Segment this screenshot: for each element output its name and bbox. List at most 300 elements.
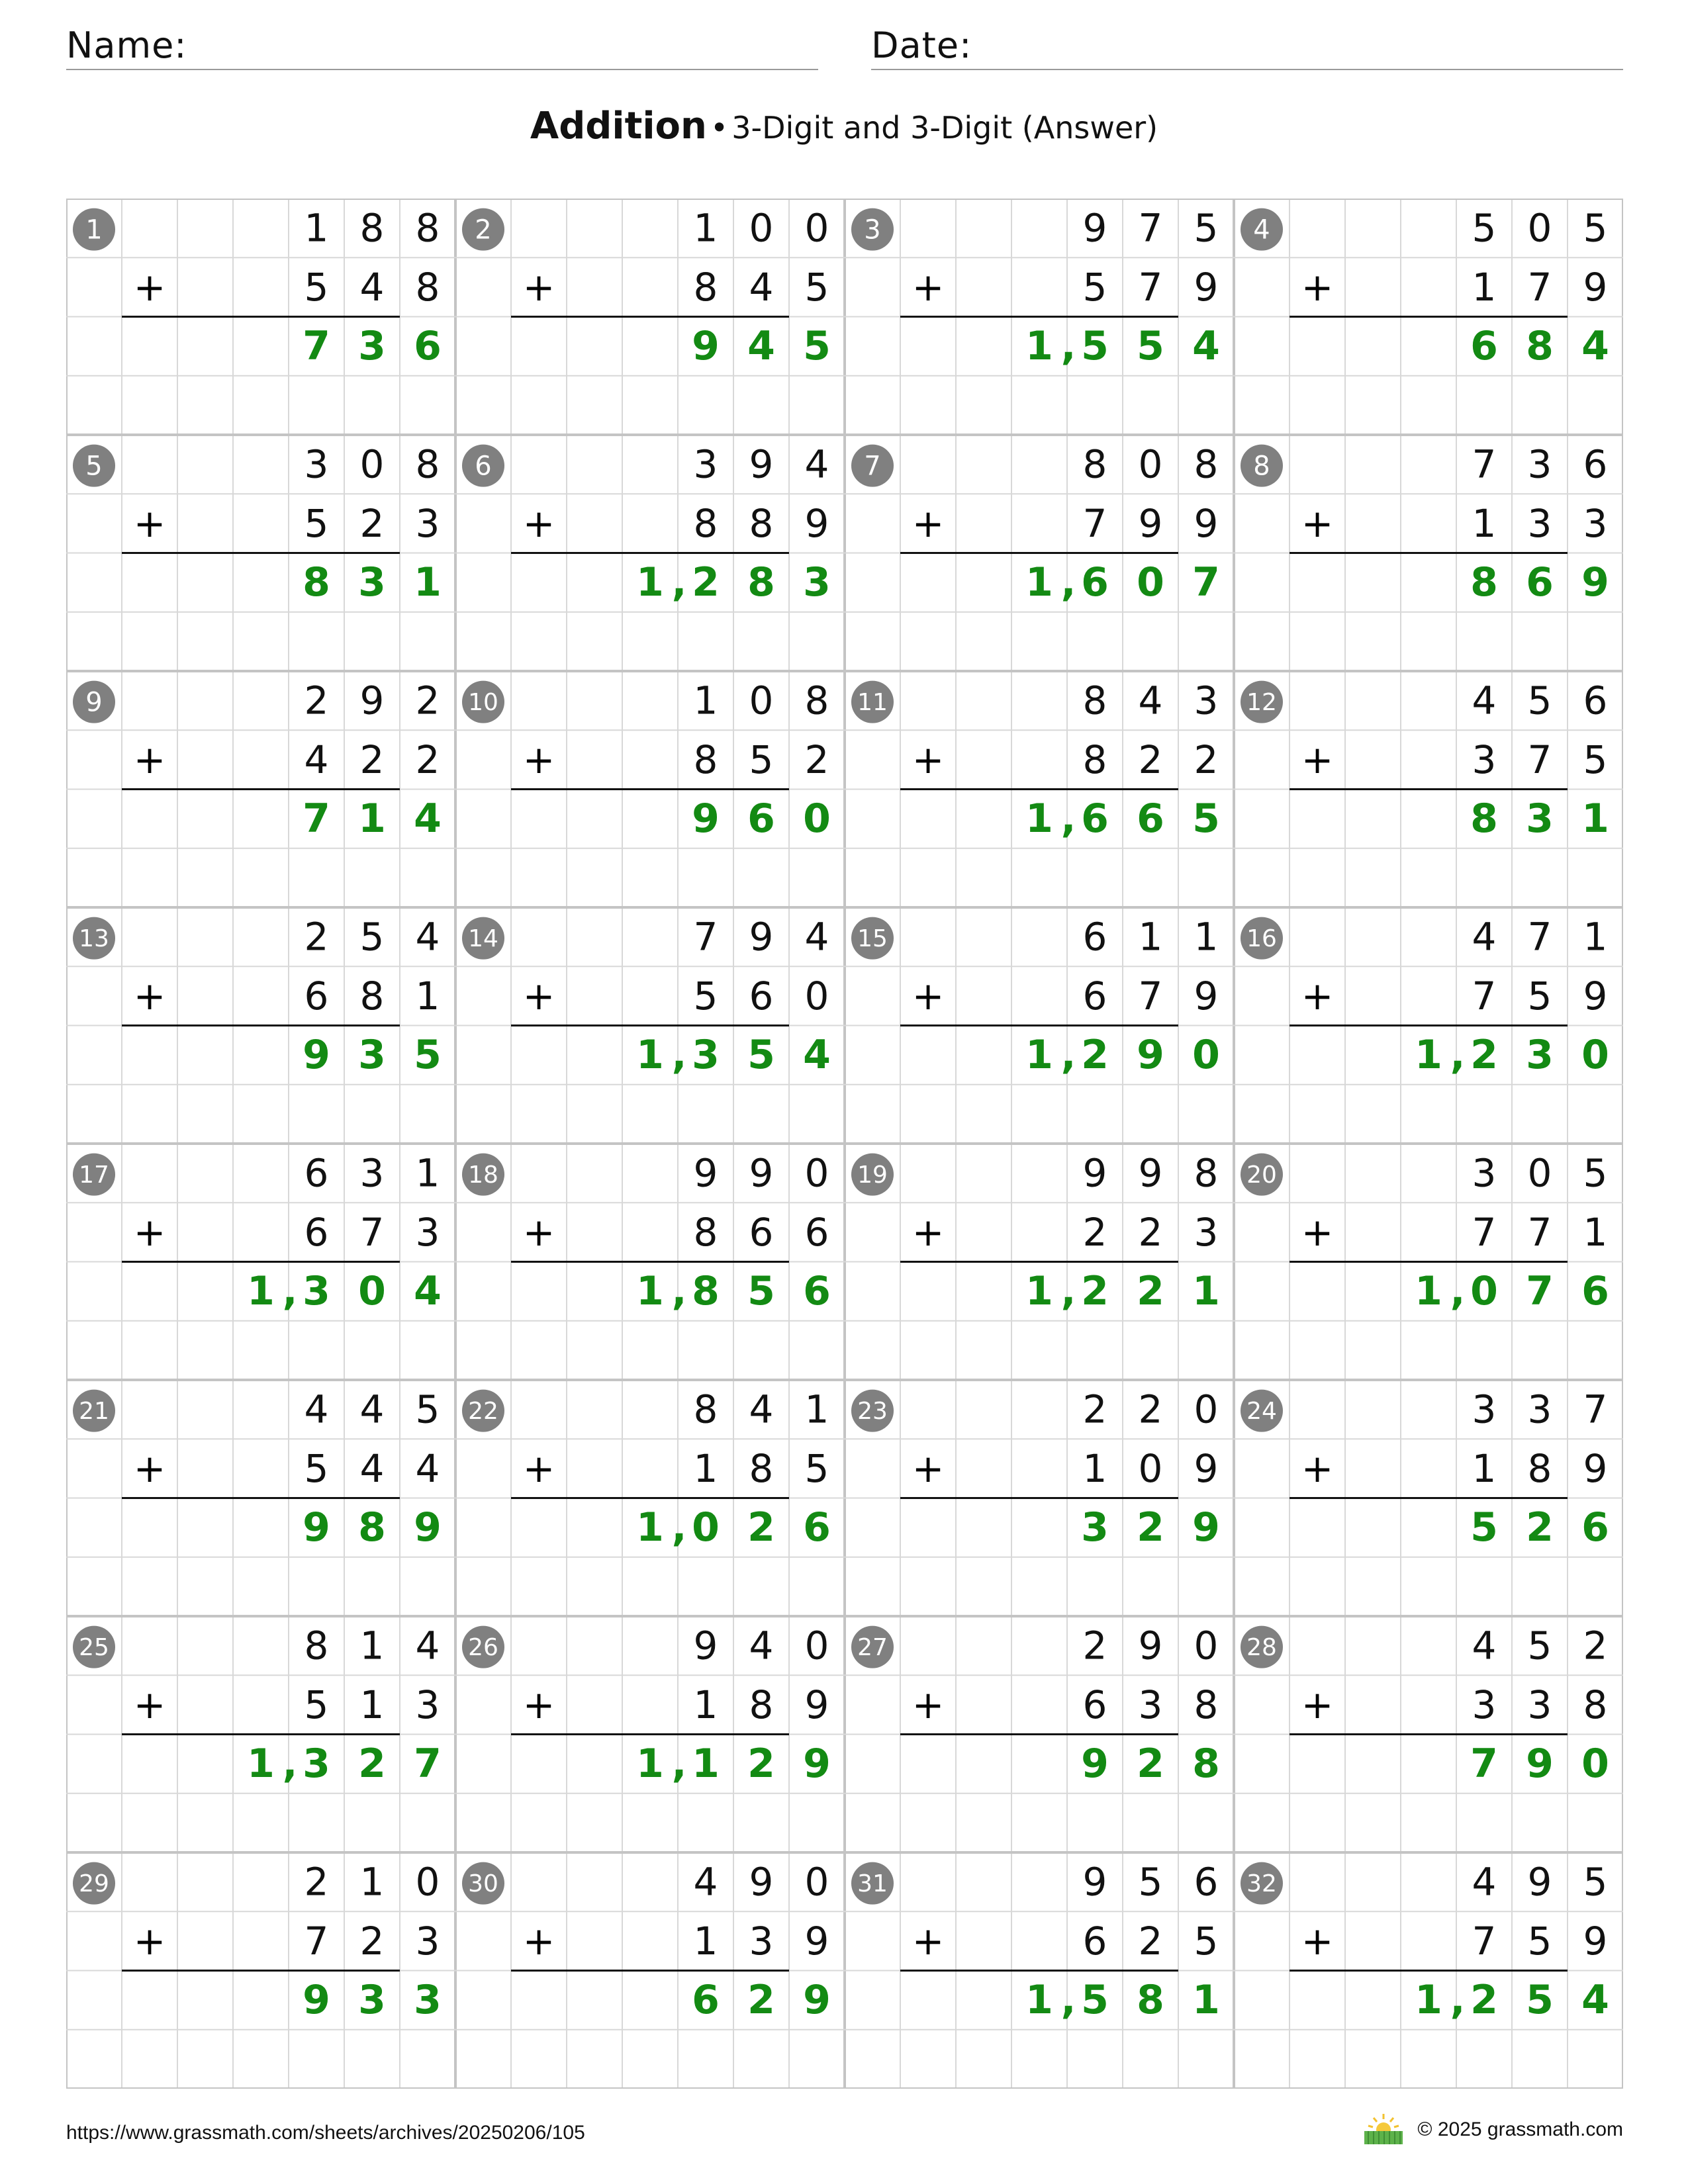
addend-top-digit: 0	[1527, 205, 1552, 251]
answer-digit: 5	[1137, 323, 1164, 370]
addend-bottom-digit: 7	[1138, 973, 1163, 1019]
problem-number: 29	[79, 1870, 109, 1898]
addend-bottom-digit: 1	[1472, 1445, 1497, 1491]
addend-bottom-digit: 6	[304, 1209, 329, 1255]
addend-bottom-digit: 8	[693, 1209, 718, 1255]
addend-top-digit: 3	[1472, 1150, 1497, 1196]
answer-digit: 2	[358, 1741, 386, 1788]
answer-digit: 9	[414, 1504, 442, 1551]
problem-number: 32	[1246, 1870, 1277, 1898]
plus-sign: +	[133, 1445, 166, 1491]
addend-bottom-digit: 6	[749, 1209, 774, 1255]
addend-bottom-digit: 3	[1194, 1209, 1219, 1255]
addend-top-digit: 5	[1194, 205, 1219, 251]
answer-comma: ,	[671, 1741, 687, 1788]
answer-digit: 6	[692, 1977, 720, 2024]
addend-bottom-digit: 8	[1194, 1682, 1219, 1727]
problem-block	[851, 915, 1220, 1079]
answer-digit: 7	[1192, 559, 1220, 606]
answer-digit: 5	[1081, 1977, 1109, 2024]
addend-bottom-digit: 5	[1527, 973, 1552, 1019]
answer-digit: 9	[1581, 559, 1609, 606]
problem-number: 9	[85, 687, 103, 718]
date-field[interactable]	[871, 20, 1623, 70]
answer-digit: 6	[1137, 796, 1164, 842]
addend-bottom-digit: 7	[1472, 973, 1497, 1019]
addend-bottom-digit: 1	[1472, 500, 1497, 546]
answer-digit: 1	[1025, 796, 1053, 842]
plus-sign: +	[133, 1682, 166, 1727]
problem-block	[1241, 1860, 1609, 2024]
plus-sign: +	[1301, 737, 1334, 782]
problem-block	[462, 1860, 831, 2024]
addend-bottom-digit: 6	[1082, 1918, 1107, 1964]
answer-digit: 8	[747, 559, 775, 606]
addend-bottom-digit: 4	[359, 264, 385, 310]
addend-bottom-digit: 4	[359, 1445, 385, 1491]
answer-comma: ,	[671, 1504, 687, 1551]
addend-bottom-digit: 8	[693, 264, 718, 310]
answer-digit: 4	[1581, 323, 1609, 370]
problem-block	[73, 1623, 442, 1788]
answer-digit: 7	[1526, 1268, 1554, 1315]
answer-digit: 4	[1192, 323, 1220, 370]
addend-top-digit: 7	[1472, 441, 1497, 487]
answer-comma: ,	[671, 559, 687, 606]
answer-digit: 3	[1526, 1032, 1554, 1079]
problem-number: 27	[857, 1634, 888, 1662]
addend-top-digit: 9	[1082, 1150, 1107, 1196]
answer-comma: ,	[671, 1032, 687, 1079]
addend-top-digit: 5	[415, 1387, 440, 1432]
addend-bottom-digit: 1	[415, 973, 440, 1019]
title-subtitle: 3-Digit and 3-Digit (Answer)	[731, 110, 1158, 146]
addend-bottom-digit: 5	[804, 264, 829, 310]
answer-digit: 3	[358, 323, 386, 370]
addend-top-digit: 8	[1082, 678, 1107, 723]
addend-top-digit: 6	[1082, 914, 1107, 960]
addend-top-digit: 3	[693, 441, 718, 487]
addend-top-digit: 8	[1194, 1150, 1219, 1196]
problem-block	[462, 678, 831, 842]
plus-sign: +	[1301, 1918, 1334, 1964]
answer-digit: 8	[1137, 1977, 1164, 2024]
answer-digit: 3	[303, 1268, 330, 1315]
answer-digit: 1	[414, 559, 442, 606]
addend-bottom-digit: 1	[693, 1682, 718, 1727]
plus-sign: +	[912, 1445, 945, 1491]
answer-digit: 8	[1470, 559, 1498, 606]
addend-bottom-digit: 3	[749, 1918, 774, 1964]
addend-top-digit: 6	[304, 1150, 329, 1196]
problem-number: 19	[857, 1161, 888, 1189]
addend-top-digit: 1	[804, 1387, 829, 1432]
addend-top-digit: 8	[693, 1387, 718, 1432]
addend-bottom-digit: 3	[1583, 500, 1608, 546]
problem-block	[1241, 678, 1609, 842]
addend-top-digit: 9	[749, 1859, 774, 1905]
problem-number: 22	[468, 1398, 498, 1426]
problem-block	[462, 442, 831, 606]
answer-digit: 0	[1581, 1032, 1609, 1079]
addend-bottom-digit: 5	[304, 1682, 329, 1727]
addend-bottom-digit: 9	[1194, 264, 1219, 310]
addend-top-digit: 3	[1472, 1387, 1497, 1432]
problem-block	[851, 442, 1220, 606]
addend-top-digit: 1	[304, 205, 329, 251]
addend-top-digit: 3	[1194, 678, 1219, 723]
answer-digit: 5	[747, 1032, 775, 1079]
problem-block	[462, 1387, 831, 1551]
addend-bottom-digit: 8	[359, 973, 385, 1019]
problem-number: 8	[1253, 451, 1270, 482]
addend-bottom-digit: 7	[1082, 500, 1107, 546]
addend-top-digit: 9	[693, 1150, 718, 1196]
problem-block	[462, 1151, 831, 1315]
addend-top-digit: 1	[415, 1150, 440, 1196]
answer-digit: 9	[303, 1032, 330, 1079]
addend-top-digit: 6	[1583, 678, 1608, 723]
addend-top-digit: 4	[804, 914, 829, 960]
addend-bottom-digit: 1	[1583, 1209, 1608, 1255]
addend-bottom-digit: 3	[1472, 1682, 1497, 1727]
problem-number: 25	[79, 1634, 109, 1662]
addend-bottom-digit: 5	[1527, 1918, 1552, 1964]
name-field[interactable]	[66, 20, 818, 70]
addend-top-digit: 3	[1527, 441, 1552, 487]
addend-top-digit: 9	[749, 1150, 774, 1196]
plus-sign: +	[133, 973, 166, 1019]
addend-bottom-digit: 5	[1082, 264, 1107, 310]
addend-bottom-digit: 2	[415, 737, 440, 782]
addend-top-digit: 2	[304, 914, 329, 960]
addend-bottom-digit: 5	[1583, 737, 1608, 782]
answer-digit: 2	[1137, 1268, 1164, 1315]
addend-bottom-digit: 2	[1138, 737, 1163, 782]
answer-comma: ,	[1060, 559, 1076, 606]
addend-bottom-digit: 9	[804, 1682, 829, 1727]
problem-block	[73, 442, 442, 606]
answer-digit: 8	[692, 1268, 720, 1315]
addend-top-digit: 0	[804, 205, 829, 251]
answer-digit: 1	[1025, 559, 1053, 606]
plus-sign: +	[133, 264, 166, 310]
answer-digit: 6	[1526, 559, 1554, 606]
problem-block	[851, 206, 1220, 370]
addend-top-digit: 4	[1472, 678, 1497, 723]
plus-sign: +	[522, 500, 555, 546]
answer-digit: 9	[692, 796, 720, 842]
answer-digit: 3	[1081, 1504, 1109, 1551]
addend-top-digit: 0	[804, 1150, 829, 1196]
plus-sign: +	[522, 1682, 555, 1727]
plus-sign: +	[1301, 1682, 1334, 1727]
plus-sign: +	[1301, 1445, 1334, 1491]
problem-block	[1241, 1151, 1609, 1315]
problem-number: 12	[1246, 689, 1277, 717]
addend-top-digit: 7	[693, 914, 718, 960]
answer-digit: 5	[1526, 1977, 1554, 2024]
addend-top-digit: 2	[1138, 1387, 1163, 1432]
plus-sign: +	[522, 1209, 555, 1255]
addend-top-digit: 0	[359, 441, 385, 487]
addend-bottom-digit: 4	[304, 737, 329, 782]
addend-top-digit: 8	[304, 1623, 329, 1668]
answer-comma: ,	[282, 1268, 298, 1315]
answer-digit: 5	[414, 1032, 442, 1079]
addend-top-digit: 5	[359, 914, 385, 960]
answer-comma: ,	[1450, 1977, 1466, 2024]
addend-top-digit: 4	[693, 1859, 718, 1905]
addend-bottom-digit: 5	[304, 264, 329, 310]
answer-digit: 3	[358, 559, 386, 606]
addend-bottom-digit: 0	[1138, 1445, 1163, 1491]
problem-block	[462, 206, 831, 370]
answer-digit: 0	[692, 1504, 720, 1551]
plus-sign: +	[912, 1682, 945, 1727]
answer-digit: 1	[1025, 323, 1053, 370]
title-main: Addition	[530, 105, 707, 148]
answer-digit: 6	[1581, 1504, 1609, 1551]
problem-number: 13	[79, 925, 109, 953]
addend-bottom-digit: 1	[359, 1682, 385, 1727]
addend-top-digit: 0	[804, 1623, 829, 1668]
plus-sign: +	[133, 1918, 166, 1964]
addend-bottom-digit: 9	[1583, 1445, 1608, 1491]
addend-top-digit: 7	[1138, 205, 1163, 251]
addend-top-digit: 8	[804, 678, 829, 723]
answer-digit: 5	[747, 1268, 775, 1315]
problem-number: 23	[857, 1398, 888, 1426]
answer-digit: 2	[747, 1977, 775, 2024]
addend-bottom-digit: 5	[804, 1445, 829, 1491]
problem-number: 3	[864, 214, 881, 246]
plus-sign: +	[1301, 264, 1334, 310]
footer-copyright: © 2025 grassmath.com	[1417, 2118, 1623, 2140]
addend-top-digit: 8	[415, 205, 440, 251]
answer-digit: 2	[1470, 1977, 1498, 2024]
addend-top-digit: 4	[415, 914, 440, 960]
answer-digit: 0	[1470, 1268, 1498, 1315]
problem-number: 1	[85, 214, 103, 246]
addend-top-digit: 1	[693, 678, 718, 723]
answer-digit: 6	[803, 1268, 831, 1315]
answer-digit: 1	[636, 1032, 664, 1079]
addend-top-digit: 5	[1138, 1859, 1163, 1905]
answer-digit: 0	[1192, 1032, 1220, 1079]
addend-bottom-digit: 9	[804, 1918, 829, 1964]
answer-digit: 1	[1415, 1268, 1442, 1315]
footer-brand	[1359, 2111, 1623, 2148]
problem-number: 15	[857, 925, 888, 953]
addend-bottom-digit: 3	[1527, 1682, 1552, 1727]
addend-bottom-digit: 4	[415, 1445, 440, 1491]
addend-bottom-digit: 8	[1082, 737, 1107, 782]
addend-top-digit: 9	[1138, 1623, 1163, 1668]
answer-digit: 1	[636, 559, 664, 606]
addend-bottom-digit: 3	[415, 500, 440, 546]
addend-top-digit: 4	[1472, 914, 1497, 960]
addend-top-digit: 2	[1082, 1387, 1107, 1432]
answer-digit: 2	[747, 1504, 775, 1551]
answer-digit: 1	[636, 1504, 664, 1551]
plus-sign: +	[1301, 1209, 1334, 1255]
addend-top-digit: 5	[1583, 205, 1608, 251]
addend-bottom-digit: 2	[359, 737, 385, 782]
addend-top-digit: 8	[1194, 441, 1219, 487]
answer-digit: 6	[747, 796, 775, 842]
addend-top-digit: 3	[304, 441, 329, 487]
addend-top-digit: 5	[1583, 1150, 1608, 1196]
answer-digit: 3	[803, 559, 831, 606]
problem-number: 4	[1253, 214, 1270, 246]
answer-digit: 1	[636, 1741, 664, 1788]
answer-digit: 2	[1081, 1032, 1109, 1079]
addend-bottom-digit: 5	[693, 973, 718, 1019]
problem-block	[851, 1623, 1220, 1788]
plus-sign: +	[522, 264, 555, 310]
addend-bottom-digit: 8	[749, 1445, 774, 1491]
plus-sign: +	[133, 737, 166, 782]
answer-digit: 9	[803, 1741, 831, 1788]
problem-number: 31	[857, 1870, 888, 1898]
answer-digit: 9	[803, 1977, 831, 2024]
answer-digit: 1	[247, 1268, 275, 1315]
answer-digit: 8	[1526, 323, 1554, 370]
addend-bottom-digit: 9	[1583, 973, 1608, 1019]
plus-sign: +	[912, 973, 945, 1019]
addend-bottom-digit: 7	[1527, 264, 1552, 310]
addend-bottom-digit: 7	[1472, 1918, 1497, 1964]
problem-number: 7	[864, 451, 881, 482]
answer-digit: 5	[803, 323, 831, 370]
addend-top-digit: 4	[1472, 1859, 1497, 1905]
addend-bottom-digit: 1	[693, 1918, 718, 1964]
problem-number: 14	[468, 925, 498, 953]
answer-digit: 4	[1581, 1977, 1609, 2024]
addend-bottom-digit: 9	[1194, 1445, 1219, 1491]
addend-top-digit: 0	[415, 1859, 440, 1905]
addend-bottom-digit: 3	[1527, 500, 1552, 546]
addend-top-digit: 5	[1583, 1859, 1608, 1905]
answer-digit: 1	[1025, 1977, 1053, 2024]
answer-digit: 4	[414, 1268, 442, 1315]
addend-top-digit: 4	[804, 441, 829, 487]
addend-top-digit: 0	[749, 678, 774, 723]
addend-top-digit: 6	[1583, 441, 1608, 487]
addend-top-digit: 2	[304, 678, 329, 723]
addend-top-digit: 1	[1583, 914, 1608, 960]
answer-digit: 4	[414, 796, 442, 842]
answer-digit: 9	[1081, 1741, 1109, 1788]
problem-block	[73, 678, 442, 842]
problem-block	[73, 915, 442, 1079]
problem-block	[1241, 1387, 1609, 1551]
addend-bottom-digit: 1	[693, 1445, 718, 1491]
addend-bottom-digit: 8	[1527, 1445, 1552, 1491]
problem-number: 16	[1246, 925, 1277, 953]
problem-block	[1241, 206, 1609, 370]
addend-bottom-digit: 7	[1472, 1209, 1497, 1255]
addend-bottom-digit: 3	[415, 1682, 440, 1727]
answer-digit: 9	[692, 323, 720, 370]
grid-lines	[66, 199, 1623, 2089]
problem-number: 10	[468, 689, 498, 717]
answer-comma: ,	[1060, 1977, 1076, 2024]
addend-top-digit: 1	[359, 1623, 385, 1668]
answer-digit: 7	[414, 1741, 442, 1788]
addend-top-digit: 6	[1194, 1859, 1219, 1905]
addend-top-digit: 0	[749, 205, 774, 251]
answer-digit: 3	[358, 1977, 386, 2024]
problem-block	[851, 1860, 1220, 2024]
addend-bottom-digit: 2	[1082, 1209, 1107, 1255]
addend-top-digit: 9	[1082, 205, 1107, 251]
addend-top-digit: 8	[1082, 441, 1107, 487]
addend-top-digit: 2	[415, 678, 440, 723]
problem-number: 18	[468, 1161, 498, 1189]
problem-block	[851, 678, 1220, 842]
plus-sign: +	[133, 1209, 166, 1255]
addend-top-digit: 4	[415, 1623, 440, 1668]
addend-bottom-digit: 9	[1138, 500, 1163, 546]
addend-bottom-digit: 6	[1082, 973, 1107, 1019]
addend-top-digit: 4	[749, 1623, 774, 1668]
answer-digit: 2	[1137, 1741, 1164, 1788]
addend-top-digit: 1	[693, 205, 718, 251]
addend-bottom-digit: 8	[693, 500, 718, 546]
answer-digit: 0	[803, 796, 831, 842]
addend-bottom-digit: 2	[1138, 1918, 1163, 1964]
addend-top-digit: 5	[1527, 678, 1552, 723]
problem-number: 24	[1246, 1398, 1277, 1426]
problem-block	[73, 1151, 442, 1315]
problem-block	[1241, 915, 1609, 1079]
addend-top-digit: 4	[1472, 1623, 1497, 1668]
answer-digit: 0	[1581, 1741, 1609, 1788]
addend-top-digit: 8	[359, 205, 385, 251]
answer-digit: 0	[358, 1268, 386, 1315]
addend-top-digit: 2	[1583, 1623, 1608, 1668]
addend-bottom-digit: 2	[359, 500, 385, 546]
plus-sign: +	[1301, 500, 1334, 546]
addend-bottom-digit: 6	[749, 973, 774, 1019]
addend-bottom-digit: 0	[804, 973, 829, 1019]
addend-top-digit: 1	[1138, 914, 1163, 960]
title-bullet: •	[710, 110, 729, 146]
answer-digit: 7	[303, 796, 330, 842]
answer-comma: ,	[1060, 1268, 1076, 1315]
answer-digit: 9	[1526, 1741, 1554, 1788]
problem-block	[73, 1860, 442, 2024]
answer-digit: 1	[1192, 1268, 1220, 1315]
addend-bottom-digit: 7	[359, 1209, 385, 1255]
addend-top-digit: 1	[1194, 914, 1219, 960]
addend-bottom-digit: 9	[1194, 500, 1219, 546]
addend-bottom-digit: 6	[804, 1209, 829, 1255]
answer-digit: 5	[1192, 796, 1220, 842]
addend-bottom-digit: 5	[304, 500, 329, 546]
addend-bottom-digit: 1	[1472, 264, 1497, 310]
addend-top-digit: 3	[1527, 1387, 1552, 1432]
addend-top-digit: 9	[1082, 1859, 1107, 1905]
answer-digit: 1	[1025, 1268, 1053, 1315]
answer-digit: 6	[1081, 559, 1109, 606]
problem-block	[1241, 442, 1609, 606]
answer-digit: 1	[1415, 1977, 1442, 2024]
addend-bottom-digit: 5	[749, 737, 774, 782]
addend-top-digit: 0	[1527, 1150, 1552, 1196]
